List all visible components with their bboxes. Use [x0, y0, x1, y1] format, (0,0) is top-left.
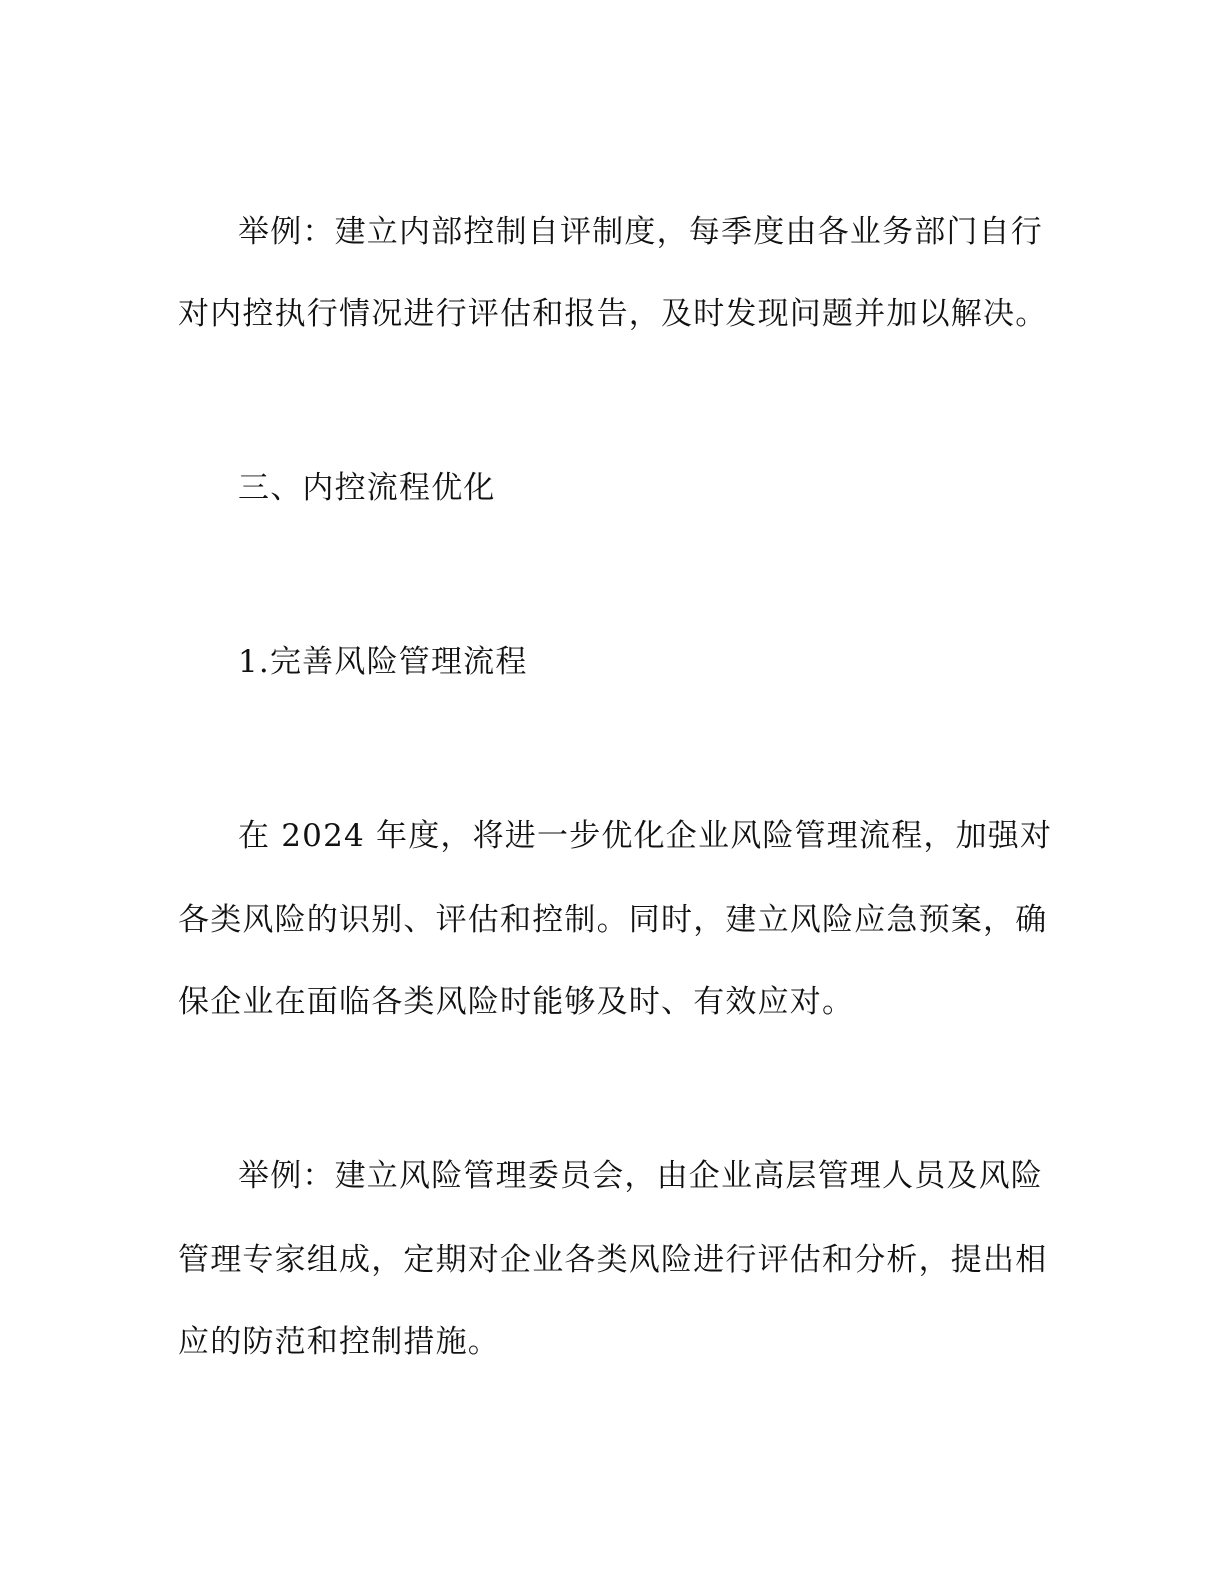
example-risk-committee-line-3: 应的防范和控制措施。	[178, 1324, 500, 1360]
risk-process-line-1: 在 2024 年度，将进一步优化企业风险管理流程，加强对	[238, 818, 1053, 854]
risk-process-line-2: 各类风险的识别、评估和控制。同时，建立风险应急预案，确	[178, 902, 1048, 938]
risk-process-line-3: 保企业在面临各类风险时能够及时、有效应对。	[178, 984, 855, 1020]
example-internal-control-line-1: 举例：建立内部控制自评制度，每季度由各业务部门自行	[238, 214, 1043, 250]
example-risk-committee-line-1: 举例：建立风险管理委员会，由企业高层管理人员及风险	[238, 1158, 1043, 1194]
subsection-heading: 1.完善风险管理流程	[238, 644, 528, 680]
example-risk-committee-line-2: 管理专家组成，定期对企业各类风险进行评估和分析，提出相	[178, 1242, 1048, 1278]
example-internal-control-line-2: 对内控执行情况进行评估和报告，及时发现问题并加以解决。	[178, 296, 1048, 332]
section-heading: 三、内控流程优化	[238, 470, 496, 506]
